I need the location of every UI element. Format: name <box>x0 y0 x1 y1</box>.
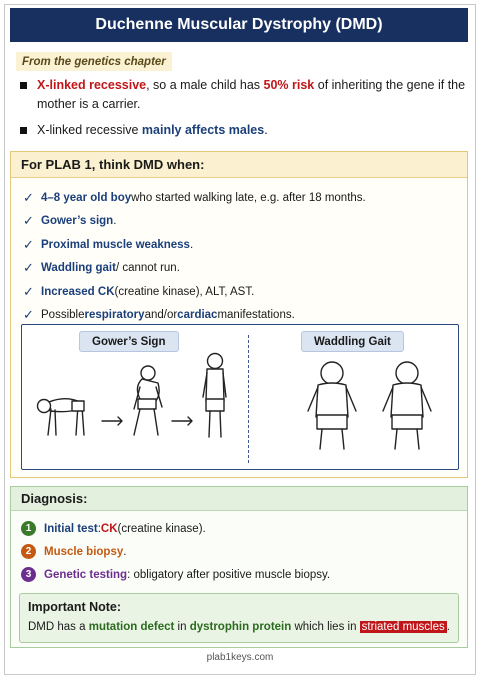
page-title <box>10 8 468 42</box>
check-item <box>23 210 366 234</box>
check-item <box>23 280 366 304</box>
diagnosis-ck: CK <box>100 522 118 535</box>
diagnosis-label: Initial test <box>44 522 98 535</box>
check-icon: ✓ <box>23 236 34 252</box>
check-bold: Waddling gait <box>41 262 116 275</box>
check-rest: Possible <box>41 309 85 322</box>
check-bold: Gower’s sign <box>41 215 114 228</box>
text-segment: in <box>174 621 190 633</box>
bullet-item <box>18 76 466 114</box>
check-rest: / cannot run. <box>115 262 180 275</box>
check-icon: ✓ <box>23 260 34 276</box>
number-badge: 2 <box>21 544 36 559</box>
illustration-svg <box>22 325 460 471</box>
arrow-icon <box>102 417 122 425</box>
highlight-mutation: mutation defect <box>88 621 175 633</box>
diagnosis-sep: : <box>97 522 101 535</box>
bullet-text <box>37 76 466 114</box>
diagnosis-section <box>10 486 468 648</box>
check-bold: 4–8 year old boy <box>41 191 132 204</box>
check-item <box>23 233 366 257</box>
diagnosis-rest: : obligatory after positive muscle biopsy. <box>127 568 331 581</box>
waddling-gait-label: Waddling Gait <box>301 331 404 352</box>
check-rest: and/or <box>144 309 178 322</box>
check-icon: ✓ <box>23 283 34 299</box>
gowers-standing-figure <box>203 354 226 438</box>
bullet-square-icon <box>20 127 27 134</box>
bullet-text <box>37 121 268 140</box>
diagnosis-rest: (creatine kinase). <box>117 522 206 535</box>
check-rest: (creatine kinase), ALT, AST. <box>114 285 255 298</box>
footer-site: plab1keys.com <box>206 652 274 663</box>
check-item <box>23 186 366 210</box>
check-icon: ✓ <box>23 307 34 323</box>
note-text <box>28 621 458 633</box>
highlight-x-linked: X-linked recessive <box>37 78 147 92</box>
chapter-tag-text: From the genetics chapter <box>22 55 166 68</box>
plab-section <box>10 151 468 478</box>
diagnosis-rest: . <box>123 545 127 558</box>
diagnosis-item <box>21 563 330 586</box>
check-item <box>23 257 366 281</box>
text-segment: of inheriting the gene if the mother is a carrier. <box>37 78 466 111</box>
text-segment: . <box>264 123 268 137</box>
bullet-square-icon <box>20 82 27 89</box>
check-icon: ✓ <box>23 189 34 205</box>
check-bold: cardiac <box>177 309 218 322</box>
gowers-crawl-figure <box>38 399 85 435</box>
text-segment: which lies in <box>291 621 360 633</box>
highlight-males: mainly affects males <box>141 123 265 137</box>
chapter-tag <box>16 52 172 71</box>
diagnosis-heading: Diagnosis: <box>11 487 467 511</box>
diagnosis-list <box>21 517 330 586</box>
title-text: Duchenne Muscular Dystrophy (DMD) <box>95 16 383 33</box>
diagnosis-label: Genetic testing <box>44 568 128 581</box>
highlight-striated: striated muscles <box>361 621 445 633</box>
check-icon: ✓ <box>23 213 34 229</box>
number-badge: 3 <box>21 567 36 582</box>
text-segment: DMD has a <box>28 621 89 633</box>
bullet-item <box>18 121 466 140</box>
check-rest: . <box>113 215 117 228</box>
check-bold: Proximal muscle weakness <box>41 238 190 251</box>
arrow-icon <box>172 417 192 425</box>
check-bold: respiratory <box>84 309 145 322</box>
note-title: Important Note: <box>28 600 122 614</box>
diagnosis-item <box>21 540 330 563</box>
check-rest: manifestations. <box>217 309 295 322</box>
waddling-figure-right <box>383 362 431 449</box>
check-rest: who started walking late, e.g. after 18 months. <box>131 191 366 204</box>
diagnosis-item <box>21 517 330 540</box>
text-segment: . <box>446 621 450 633</box>
text-segment: X-linked recessive <box>37 123 142 137</box>
text-segment: , so a male child has <box>146 78 264 92</box>
diagnosis-label: Muscle biopsy <box>44 545 124 558</box>
waddling-figure-left <box>308 362 356 449</box>
important-note <box>19 593 459 643</box>
highlight-dystrophin: dystrophin protein <box>189 621 292 633</box>
illustration-panel <box>21 324 459 470</box>
plab-heading: For PLAB 1, think DMD when: <box>11 152 467 178</box>
intro-bullets <box>18 76 466 147</box>
plab-checklist <box>23 186 366 327</box>
number-badge: 1 <box>21 521 36 536</box>
check-bold: Increased CK <box>41 285 115 298</box>
check-rest: . <box>189 238 194 251</box>
gowers-push-figure <box>134 366 162 435</box>
gowers-sign-label: Gower’s Sign <box>79 331 179 352</box>
highlight-risk: 50% risk <box>263 78 315 92</box>
